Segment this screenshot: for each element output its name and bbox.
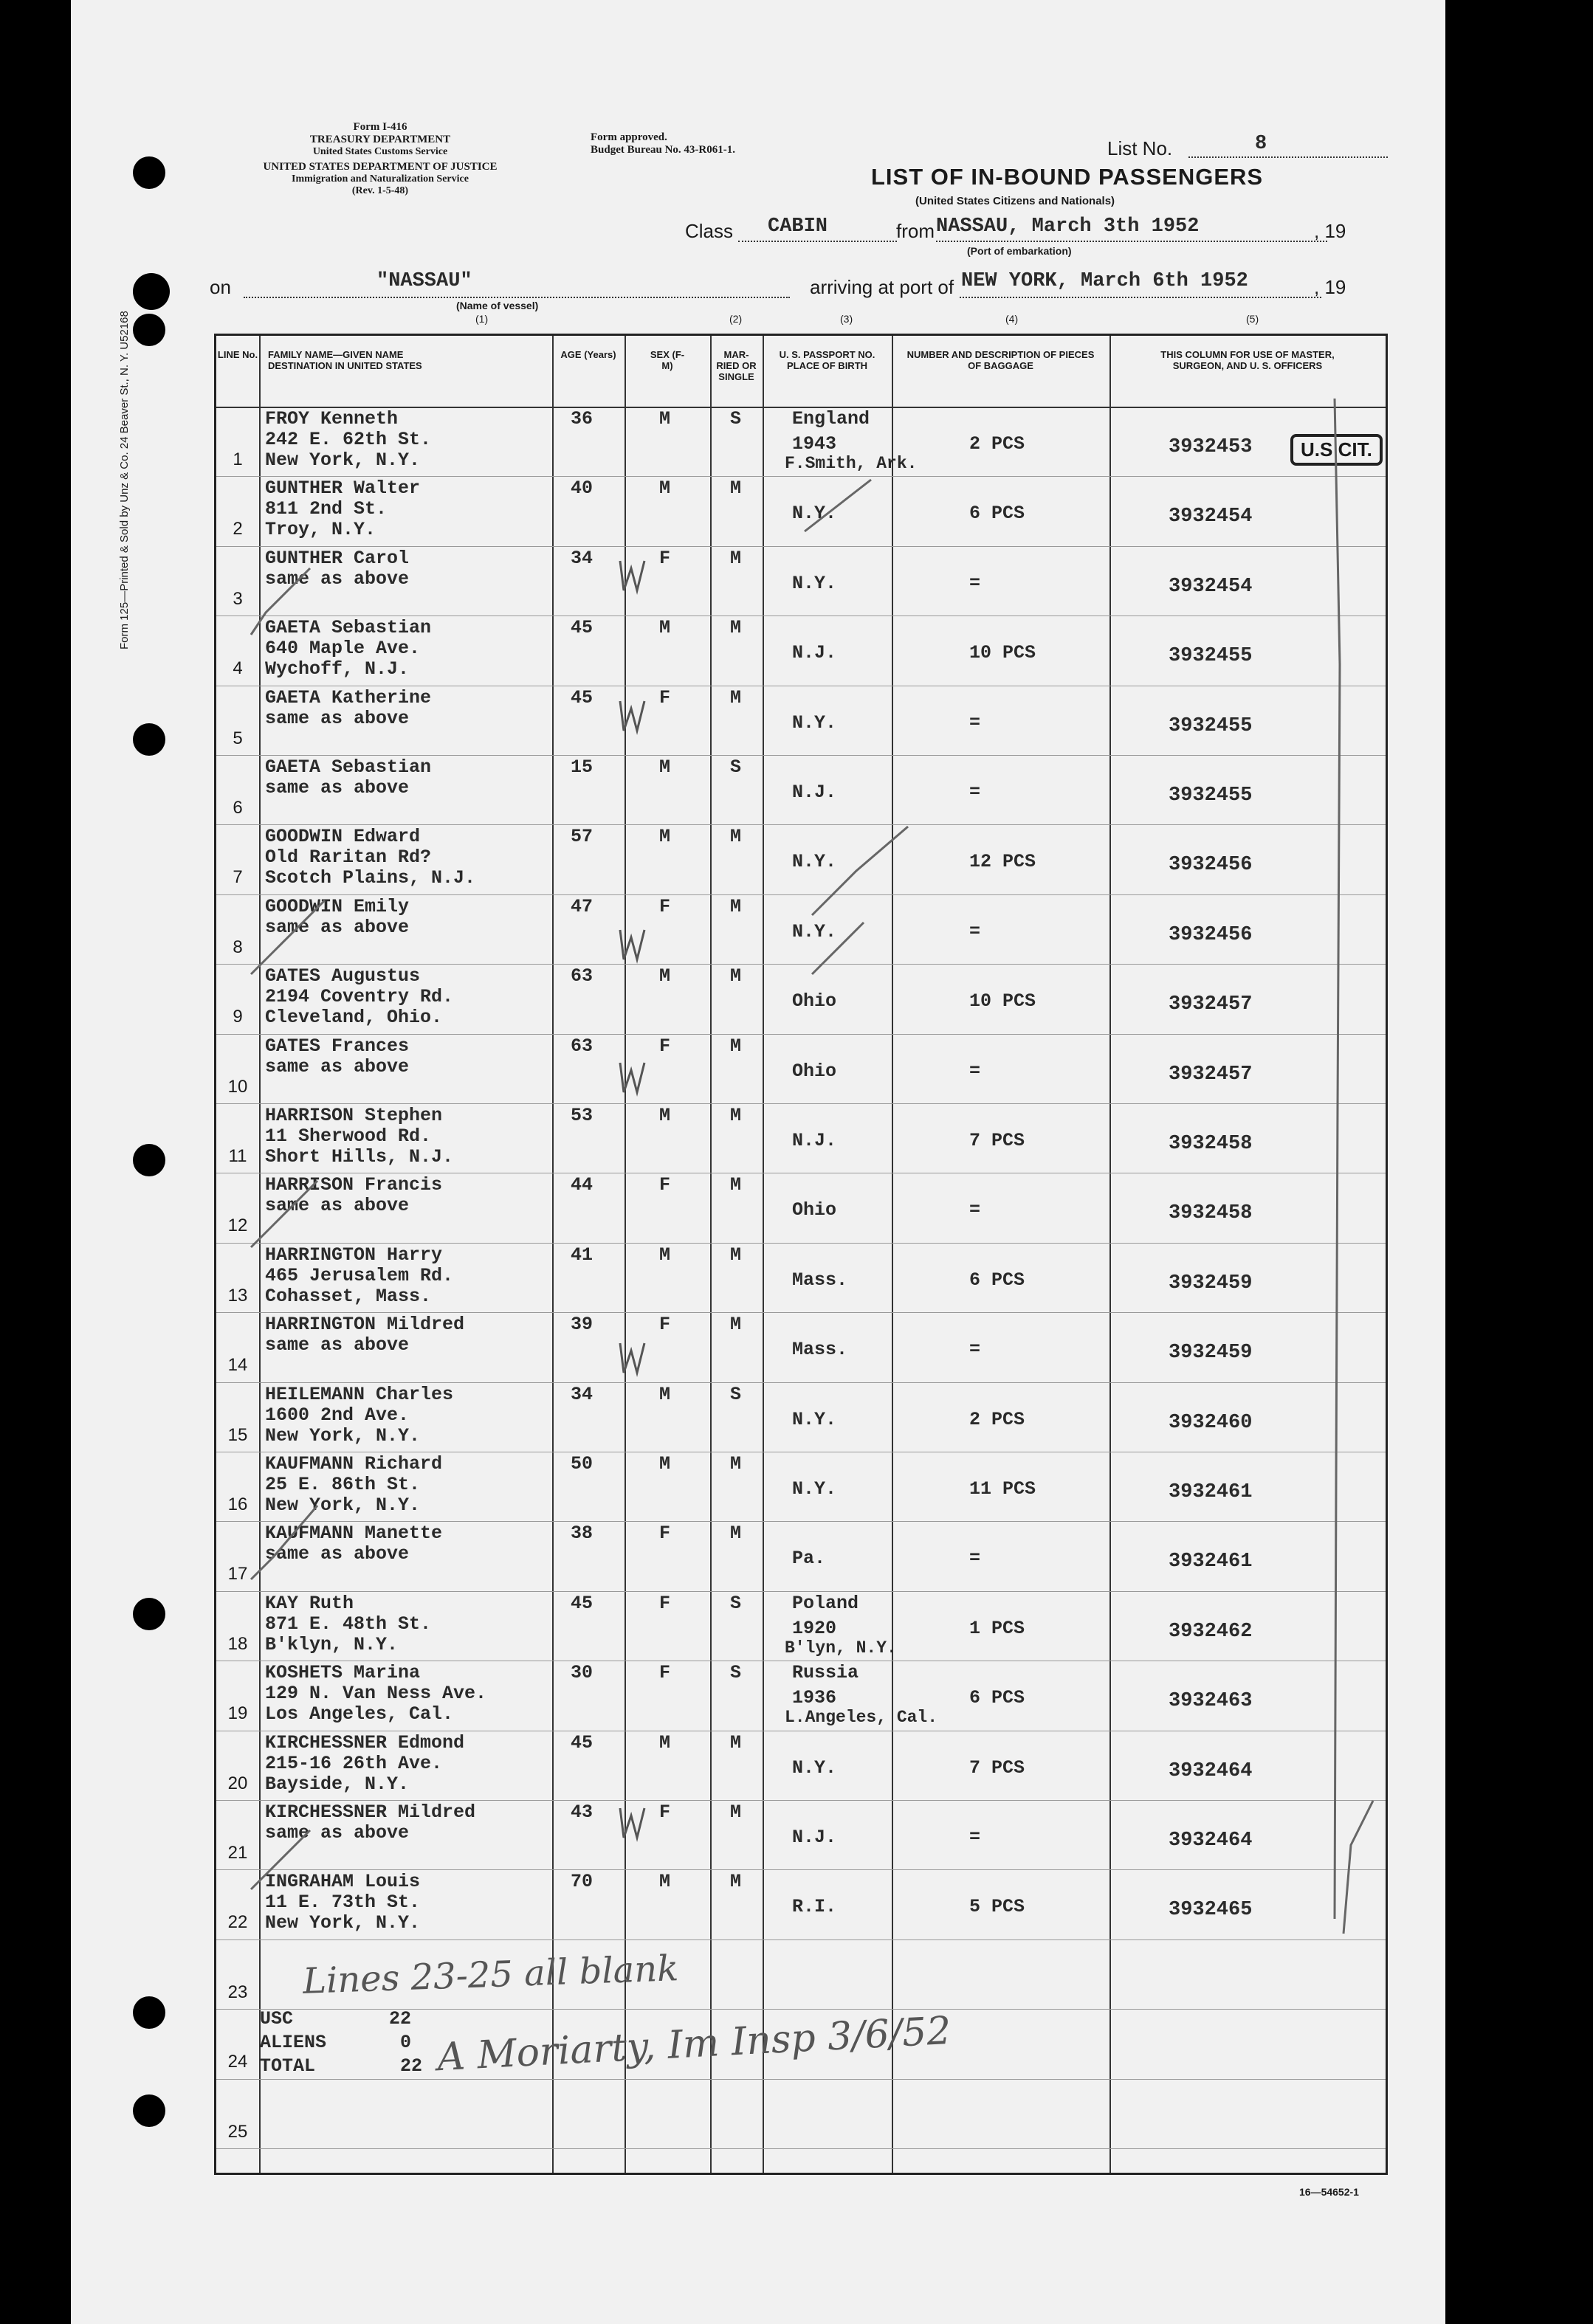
- vessel-name: "NASSAU": [376, 270, 472, 292]
- total-value: 22: [400, 2055, 423, 2077]
- passenger-address: same as above: [265, 1055, 410, 1077]
- aliens-value: 0: [400, 2032, 412, 2053]
- passenger-name: GUNTHER Carol: [265, 547, 410, 569]
- baggage-count: =: [969, 1548, 981, 1570]
- line-number: 9: [233, 1007, 243, 1027]
- passenger-age: 38: [571, 1523, 593, 1545]
- passenger-address: same as above: [265, 1195, 410, 1217]
- total-label: TOTAL: [260, 2055, 316, 2077]
- usc-label: USC: [260, 2008, 294, 2030]
- officer-number: 3932455: [1169, 714, 1253, 737]
- passenger-marital: M: [730, 547, 742, 569]
- passenger-name: GUNTHER Walter: [265, 477, 421, 500]
- handwritten-blank-lines-note: Lines 23-25 all blank: [302, 1948, 680, 2002]
- passenger-age: 63: [571, 1035, 593, 1057]
- treasury-dept: TREASURY DEPARTMENT: [309, 134, 451, 145]
- year-suffix: , 19: [1314, 220, 1346, 242]
- officer-number: 3932464: [1169, 1830, 1253, 1852]
- passenger-sex: F: [659, 1523, 671, 1545]
- officer-number: 3932465: [1169, 1899, 1253, 1922]
- passenger-name: KAY Ruth: [265, 1592, 354, 1614]
- passenger-marital: M: [730, 1174, 742, 1196]
- passenger-city: Wychoff, N.J.: [265, 658, 410, 680]
- passenger-age: 30: [571, 1662, 593, 1684]
- line-number: 21: [227, 1843, 248, 1863]
- passenger-sex: M: [659, 756, 671, 778]
- passenger-sex: F: [659, 547, 671, 569]
- place-of-birth: 1936: [792, 1687, 837, 1709]
- arriving-label: arriving at port of: [810, 276, 954, 298]
- passenger-sex: F: [659, 1035, 671, 1057]
- col-num-5: (5): [1246, 313, 1259, 325]
- passenger-sex: M: [659, 1453, 671, 1475]
- class-label: Class: [685, 220, 734, 242]
- passport-country: Poland: [792, 1592, 859, 1614]
- line-number: 8: [233, 937, 243, 957]
- officer-number: 3932455: [1169, 645, 1253, 668]
- passenger-sex: F: [659, 1801, 671, 1823]
- passenger-marital: S: [730, 1592, 742, 1614]
- col-officers: THIS COLUMN FOR USE OF MASTER, SURGEON, AND U. S. OFFICERS: [1160, 349, 1335, 371]
- passenger-sex: M: [659, 408, 671, 430]
- officer-number: 3932454: [1169, 506, 1253, 528]
- passport-country: England: [792, 408, 870, 430]
- passenger-name: GOODWIN Edward: [265, 826, 421, 848]
- passenger-marital: M: [730, 1871, 742, 1893]
- officer-number: 3932462: [1169, 1620, 1253, 1643]
- baggage-count: =: [969, 1339, 981, 1361]
- passenger-name: GAETA Sebastian: [265, 617, 432, 639]
- passenger-city: Los Angeles, Cal.: [265, 1703, 454, 1725]
- form-subtitle: (United States Citizens and Nationals): [915, 195, 1115, 207]
- line-number: 13: [227, 1285, 248, 1306]
- passenger-name: GATES Augustus: [265, 965, 421, 987]
- baggage-count: =: [969, 711, 981, 734]
- handwritten-inspector-signature: A Moriarty, Im Insp 3/6/52: [436, 2008, 952, 2080]
- officer-number: 3932464: [1169, 1759, 1253, 1782]
- officer-number: 3932453: [1169, 436, 1253, 458]
- baggage-count: =: [969, 1827, 981, 1848]
- place-of-birth: 1920: [792, 1617, 837, 1639]
- baggage-count: 6 PCS: [969, 1269, 1025, 1291]
- place-of-birth: N.Y.: [792, 1478, 837, 1500]
- passenger-marital: M: [730, 965, 742, 987]
- line-number: 4: [233, 658, 243, 679]
- line-number: 6: [233, 798, 243, 818]
- passenger-name: HARRISON Stephen: [265, 1105, 443, 1126]
- col-num-1: (1): [475, 313, 489, 325]
- passenger-address: 1600 2nd Ave.: [265, 1404, 410, 1426]
- passenger-address: same as above: [265, 1543, 410, 1565]
- passenger-city: New York, N.Y.: [265, 1424, 421, 1447]
- budget-bureau: Budget Bureau No. 43-R061-1.: [591, 144, 735, 156]
- form-number: Form I-416: [353, 121, 407, 133]
- passenger-sex: M: [659, 1731, 671, 1754]
- passenger-age: 57: [571, 826, 593, 848]
- baggage-count: 6 PCS: [969, 1687, 1025, 1709]
- passenger-age: 45: [571, 617, 593, 639]
- passenger-city: Cohasset, Mass.: [265, 1285, 432, 1307]
- passenger-address: 25 E. 86th St.: [265, 1474, 421, 1495]
- usc-value: 22: [389, 2008, 412, 2030]
- passenger-marital: S: [730, 756, 742, 778]
- line-number: 19: [227, 1703, 248, 1724]
- form-title: LIST OF IN-BOUND PASSENGERS: [871, 164, 1264, 190]
- passenger-sex: F: [659, 1592, 671, 1614]
- passenger-address: Old Raritan Rd?: [265, 846, 432, 869]
- place-of-birth: N.Y.: [792, 1408, 837, 1430]
- passenger-address: 811 2nd St.: [265, 498, 388, 520]
- passenger-address: 640 Maple Ave.: [265, 638, 421, 660]
- baggage-count: 10 PCS: [969, 642, 1036, 664]
- passenger-age: 45: [571, 686, 593, 708]
- passenger-address: 242 E. 62th St.: [265, 429, 432, 450]
- line-number: 11: [228, 1146, 247, 1166]
- line-number: 24: [227, 2052, 248, 2072]
- passenger-age: 15: [571, 756, 593, 778]
- place-of-birth: Ohio: [792, 990, 837, 1013]
- place-of-birth: N.Y.: [792, 572, 837, 594]
- vessel-caption: (Name of vessel): [456, 300, 539, 311]
- passenger-name: KIRCHESSNER Mildred: [265, 1801, 476, 1823]
- line-number: 14: [227, 1355, 248, 1376]
- passenger-address: same as above: [265, 707, 410, 729]
- place-of-birth: Ohio: [792, 1060, 837, 1082]
- line-number: 2: [233, 519, 243, 539]
- passenger-sex: F: [659, 1314, 671, 1336]
- passenger-name: KAUFMANN Manette: [265, 1523, 443, 1545]
- passenger-marital: M: [730, 1244, 742, 1266]
- baggage-count: =: [969, 1060, 981, 1082]
- baggage-count: 1 PCS: [969, 1617, 1025, 1639]
- officer-number: 3932458: [1169, 1202, 1253, 1225]
- passenger-age: 34: [571, 1383, 593, 1405]
- baggage-count: =: [969, 782, 981, 803]
- passenger-marital: M: [730, 1035, 742, 1057]
- officer-number: 3932458: [1169, 1133, 1253, 1155]
- line-number: 18: [227, 1633, 248, 1654]
- passenger-name: KIRCHESSNER Edmond: [265, 1731, 465, 1754]
- officer-number: 3932459: [1169, 1272, 1253, 1294]
- footer-code: 16—54652-1: [1299, 2186, 1359, 2198]
- place-of-birth: N.Y.: [792, 851, 837, 873]
- passenger-sex: M: [659, 826, 671, 848]
- col-married: MAR-RIED OR SINGLE: [716, 349, 757, 382]
- baggage-count: =: [969, 572, 981, 594]
- officer-number: 3932456: [1169, 923, 1253, 946]
- baggage-count: =: [969, 1199, 981, 1221]
- passenger-age: 36: [571, 408, 593, 430]
- baggage-count: 2 PCS: [969, 433, 1025, 455]
- col-sex: SEX (F-M): [650, 349, 685, 371]
- line-number: 23: [227, 1982, 248, 2002]
- passenger-age: 70: [571, 1871, 593, 1893]
- line-number: 10: [227, 1076, 248, 1097]
- line-number: 3: [233, 588, 243, 609]
- place-of-birth: N.Y.: [792, 920, 837, 942]
- passenger-city: Short Hills, N.J.: [265, 1146, 454, 1168]
- passenger-sex: M: [659, 477, 671, 500]
- officer-number: 3932460: [1169, 1411, 1253, 1434]
- line-number: 5: [233, 728, 243, 748]
- passenger-age: 39: [571, 1314, 593, 1336]
- passenger-name: HEILEMANN Charles: [265, 1383, 454, 1405]
- line-number: 12: [227, 1216, 248, 1236]
- passenger-marital: M: [730, 895, 742, 917]
- passenger-name: HARRINGTON Mildred: [265, 1314, 465, 1336]
- passenger-city: New York, N.Y.: [265, 1912, 421, 1934]
- passenger-age: 40: [571, 477, 593, 500]
- baggage-count: 6 PCS: [969, 503, 1025, 525]
- passenger-marital: M: [730, 1105, 742, 1126]
- arriving-value: NEW YORK, March 6th 1952: [961, 270, 1248, 292]
- place-of-birth: R.I.: [792, 1896, 837, 1918]
- passenger-age: 41: [571, 1244, 593, 1266]
- col-passport: U. S. PASSPORT NO. PLACE OF BIRTH: [779, 349, 875, 371]
- passenger-sex: F: [659, 895, 671, 917]
- passenger-name: GOODWIN Emily: [265, 895, 410, 917]
- passenger-name: HARRINGTON Harry: [265, 1244, 443, 1266]
- passenger-age: 50: [571, 1453, 593, 1475]
- passenger-age: 34: [571, 547, 593, 569]
- ins-service: Immigration and Naturalization Service: [292, 173, 469, 185]
- line-number: 1: [233, 449, 243, 469]
- passenger-city: Bayside, N.Y.: [265, 1773, 410, 1795]
- passenger-name: KAUFMANN Richard: [265, 1453, 443, 1475]
- place-of-birth: N.J.: [792, 782, 837, 803]
- passenger-sex: F: [659, 1174, 671, 1196]
- officer-number: 3932457: [1169, 1063, 1253, 1086]
- place-of-birth: Mass.: [792, 1339, 848, 1361]
- place-of-birth: Ohio: [792, 1199, 837, 1221]
- line-number: 7: [233, 867, 243, 888]
- passenger-name: HARRISON Francis: [265, 1174, 443, 1196]
- line-number: 15: [227, 1424, 248, 1445]
- officer-number: 3932463: [1169, 1690, 1253, 1713]
- class-value: CABIN: [768, 215, 828, 238]
- passenger-age: 53: [571, 1105, 593, 1126]
- baggage-count: 10 PCS: [969, 990, 1036, 1013]
- passenger-marital: S: [730, 408, 742, 430]
- place-of-birth: N.J.: [792, 1827, 837, 1848]
- port-emb-caption: (Port of embarkation): [967, 245, 1072, 257]
- baggage-count: 12 PCS: [969, 851, 1036, 873]
- line-number: 22: [227, 1912, 248, 1933]
- officer-number: 3932455: [1169, 785, 1253, 807]
- printer-side-text: Form 125—Printed & Sold by Unz & Co. 24 Beaver St., N. Y. U52168: [118, 311, 131, 649]
- place-of-birth: N.Y.: [792, 503, 837, 525]
- list-no-label: List No.: [1107, 137, 1173, 159]
- passenger-address: 129 N. Van Ness Ave.: [265, 1683, 487, 1705]
- passenger-marital: M: [730, 686, 742, 708]
- from-label: from: [896, 220, 935, 242]
- passenger-sex: M: [659, 1383, 671, 1405]
- place-of-birth: Pa.: [792, 1548, 826, 1570]
- passenger-sex: M: [659, 617, 671, 639]
- passenger-marital: M: [730, 617, 742, 639]
- baggage-count: 2 PCS: [969, 1408, 1025, 1430]
- place-of-birth: N.Y.: [792, 711, 837, 734]
- passenger-address: same as above: [265, 568, 410, 590]
- officer-number: 3932461: [1169, 1481, 1253, 1503]
- passenger-marital: M: [730, 1453, 742, 1475]
- passenger-age: 47: [571, 895, 593, 917]
- line-number: 17: [227, 1564, 248, 1585]
- passenger-sex: M: [659, 1105, 671, 1126]
- passenger-age: 63: [571, 965, 593, 987]
- passenger-city: B'klyn, N.Y.: [265, 1633, 399, 1655]
- passenger-address: same as above: [265, 916, 410, 938]
- passenger-name: GATES Frances: [265, 1035, 410, 1057]
- passenger-city: New York, N.Y.: [265, 1494, 421, 1516]
- from-value: NASSAU, March 3th 1952: [936, 215, 1200, 238]
- passenger-marital: M: [730, 477, 742, 500]
- passenger-address: same as above: [265, 1822, 410, 1844]
- baggage-count: 7 PCS: [969, 1756, 1025, 1779]
- passenger-city: Troy, N.Y.: [265, 519, 376, 541]
- baggage-count: 5 PCS: [969, 1896, 1025, 1918]
- col-num-4: (4): [1005, 313, 1019, 325]
- officer-number: 3932459: [1169, 1342, 1253, 1365]
- place-of-birth: Mass.: [792, 1269, 848, 1291]
- passenger-address: same as above: [265, 777, 410, 799]
- passenger-age: 45: [571, 1592, 593, 1614]
- passenger-address: 215-16 26th Ave.: [265, 1752, 443, 1774]
- col-baggage: NUMBER AND DESCRIPTION OF PIECES OF BAGGAGE: [906, 349, 1095, 371]
- place-of-birth: N.Y.: [792, 1756, 837, 1779]
- passenger-name: INGRAHAM Louis: [265, 1871, 421, 1893]
- passenger-marital: M: [730, 826, 742, 848]
- passenger-age: 45: [571, 1731, 593, 1754]
- passenger-name: FROY Kenneth: [265, 408, 399, 430]
- passenger-address: 871 E. 48th St.: [265, 1613, 432, 1635]
- baggage-count: 7 PCS: [969, 1130, 1025, 1151]
- passenger-sex: M: [659, 1871, 671, 1893]
- revision: (Rev. 1-5-48): [351, 185, 409, 196]
- passenger-name: GAETA Katherine: [265, 686, 432, 708]
- passport-country: Russia: [792, 1662, 859, 1684]
- passenger-marital: M: [730, 1314, 742, 1336]
- on-label: on: [210, 276, 231, 298]
- place-of-birth: N.J.: [792, 642, 837, 664]
- passenger-address: 11 E. 73th St.: [265, 1892, 421, 1914]
- arrival-year-suffix: , 19: [1314, 276, 1346, 298]
- passenger-marital: M: [730, 1801, 742, 1823]
- birth-city: F.Smith, Ark.: [785, 454, 918, 473]
- col-num-3: (3): [840, 313, 853, 325]
- passenger-city: Cleveland, Ohio.: [265, 1007, 443, 1029]
- list-no-value: 8: [1255, 133, 1267, 155]
- line-number: 16: [227, 1494, 248, 1514]
- us-citizen-stamp: U.S CIT.: [1290, 434, 1383, 466]
- passenger-address: 11 Sherwood Rd.: [265, 1125, 432, 1147]
- passenger-city: Scotch Plains, N.J.: [265, 867, 476, 889]
- baggage-count: =: [969, 920, 981, 942]
- passenger-marital: S: [730, 1383, 742, 1405]
- aliens-label: ALIENS: [260, 2032, 327, 2053]
- col-name: FAMILY NAME—GIVEN NAME DESTINATION IN UNITED STATES: [268, 349, 422, 371]
- col-line: LINE No.: [217, 349, 258, 360]
- birth-city: L.Angeles, Cal.: [785, 1708, 938, 1728]
- passenger-name: GAETA Sebastian: [265, 756, 432, 778]
- col-age: AGE (Years): [560, 349, 616, 360]
- place-of-birth: N.J.: [792, 1130, 837, 1151]
- passenger-age: 43: [571, 1801, 593, 1823]
- line-number: 20: [227, 1773, 248, 1793]
- birth-city: B'lyn, N.Y.: [785, 1638, 897, 1658]
- passenger-address: same as above: [265, 1334, 410, 1356]
- passenger-sex: F: [659, 686, 671, 708]
- passenger-age: 44: [571, 1174, 593, 1196]
- place-of-birth: 1943: [792, 433, 837, 455]
- customs-service: United States Customs Service: [312, 146, 448, 157]
- line-number: 25: [227, 2121, 248, 2142]
- passenger-marital: S: [730, 1662, 742, 1684]
- officer-number: 3932461: [1169, 1551, 1253, 1573]
- passenger-sex: M: [659, 965, 671, 987]
- justice-dept: UNITED STATES DEPARTMENT OF JUSTICE: [263, 161, 498, 173]
- baggage-count: 11 PCS: [969, 1478, 1036, 1500]
- passenger-marital: M: [730, 1731, 742, 1754]
- passenger-address: 465 Jerusalem Rd.: [265, 1264, 454, 1286]
- passenger-marital: M: [730, 1523, 742, 1545]
- passenger-sex: F: [659, 1662, 671, 1684]
- col-num-2: (2): [729, 313, 743, 325]
- passenger-name: KOSHETS Marina: [265, 1662, 421, 1684]
- officer-number: 3932457: [1169, 993, 1253, 1016]
- form-approved: Form approved.: [591, 131, 667, 143]
- passenger-city: New York, N.Y.: [265, 449, 421, 471]
- officer-number: 3932456: [1169, 854, 1253, 877]
- officer-number: 3932454: [1169, 575, 1253, 598]
- passenger-address: 2194 Coventry Rd.: [265, 986, 454, 1008]
- passenger-sex: M: [659, 1244, 671, 1266]
